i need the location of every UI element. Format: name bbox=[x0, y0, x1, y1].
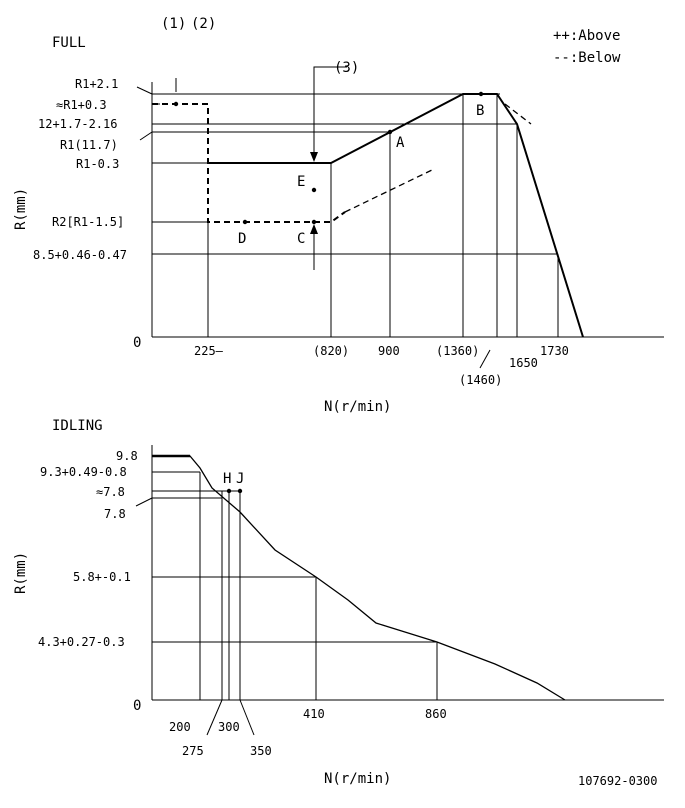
x-label-410: 410 bbox=[303, 707, 325, 721]
full-curve-above bbox=[208, 94, 583, 337]
point-h-dot bbox=[227, 489, 231, 493]
x-label-1460: (1460) bbox=[459, 373, 503, 387]
y-label-zero: 0 bbox=[133, 335, 142, 351]
full-x-axis-title: N(r/min) bbox=[324, 399, 392, 415]
arrow-up-icon bbox=[310, 224, 318, 234]
point-c-dot bbox=[312, 220, 316, 224]
y-label-r12: 12+1.7-2.16 bbox=[38, 117, 118, 131]
idling-y-label-zero: 0 bbox=[133, 698, 142, 714]
note-3: (3) bbox=[334, 60, 360, 76]
legend-above: ++:Above bbox=[553, 28, 621, 44]
point-j-label: J bbox=[236, 471, 245, 487]
leader-78 bbox=[136, 498, 152, 506]
x-label-300: 300 bbox=[218, 720, 240, 734]
note3-leader bbox=[314, 67, 347, 158]
note-1: (1) bbox=[161, 16, 187, 32]
idling-curve bbox=[152, 456, 565, 700]
point-a-label: A bbox=[396, 135, 405, 151]
leader-1460 bbox=[480, 350, 490, 368]
x-label-1730: 1730 bbox=[540, 344, 569, 358]
full-curve-below-ext bbox=[345, 170, 432, 212]
footer-code: 107692-0300 bbox=[578, 774, 658, 788]
idling-y-axis-title: R(mm) bbox=[13, 551, 29, 594]
y-label-r85: 8.5+0.46-0.47 bbox=[33, 248, 127, 262]
point-h-label: H bbox=[223, 471, 232, 487]
y-label-r1: R1(11.7) bbox=[60, 138, 118, 152]
full-curve-below-tail bbox=[505, 104, 531, 124]
full-chart bbox=[13, 16, 664, 415]
y-label-43: 4.3+0.27-0.3 bbox=[38, 635, 125, 649]
y-label-approx-r1: ≈R1+0.3 bbox=[56, 98, 107, 112]
point-a-dot bbox=[388, 130, 392, 134]
x-label-1360: (1360) bbox=[436, 344, 480, 358]
x-label-1650: 1650 bbox=[509, 356, 538, 370]
leader-r1 bbox=[140, 132, 152, 140]
y-label-93: 9.3+0.49-0.8 bbox=[40, 465, 127, 479]
idling-chart bbox=[13, 418, 664, 787]
y-label-r1-plus: R1+2.1 bbox=[75, 77, 119, 91]
point-e-dot bbox=[312, 188, 316, 192]
point-d-label: D bbox=[238, 231, 247, 247]
x-label-820: (820) bbox=[313, 344, 350, 358]
x-label-225: 225— bbox=[194, 344, 223, 358]
legend-below: --:Below bbox=[553, 50, 621, 66]
y-label-78: 7.8 bbox=[104, 507, 126, 521]
idling-title: IDLING bbox=[52, 418, 103, 434]
x-label-350: 350 bbox=[250, 744, 272, 758]
y-label-r2: R2[R1-1.5] bbox=[52, 215, 125, 229]
x-label-860: 860 bbox=[425, 707, 447, 721]
point-e-label: E bbox=[297, 174, 306, 190]
point-d-dot bbox=[243, 220, 247, 224]
x-label-900: 900 bbox=[378, 344, 400, 358]
x-label-275: 275 bbox=[182, 744, 204, 758]
leader-350 bbox=[240, 700, 254, 735]
idling-x-axis-title: N(r/min) bbox=[324, 771, 392, 787]
arrow-down-icon bbox=[310, 152, 318, 162]
x-label-200: 200 bbox=[169, 720, 191, 734]
leader-r1-plus bbox=[137, 87, 152, 94]
point-j-dot bbox=[238, 489, 242, 493]
full-title: FULL bbox=[52, 35, 86, 51]
y-label-r1-minus: R1-0.3 bbox=[76, 157, 120, 171]
point-b-dot bbox=[479, 92, 483, 96]
y-label-98: 9.8 bbox=[116, 449, 138, 463]
note-2: (2) bbox=[191, 16, 217, 32]
point-b-label: B bbox=[476, 103, 485, 119]
y-label-78a: ≈7.8 bbox=[96, 485, 125, 499]
point-dot bbox=[174, 102, 178, 106]
full-y-axis-title: R(mm) bbox=[13, 187, 29, 230]
point-c-label: C bbox=[297, 231, 306, 247]
y-label-58: 5.8+-0.1 bbox=[73, 570, 131, 584]
